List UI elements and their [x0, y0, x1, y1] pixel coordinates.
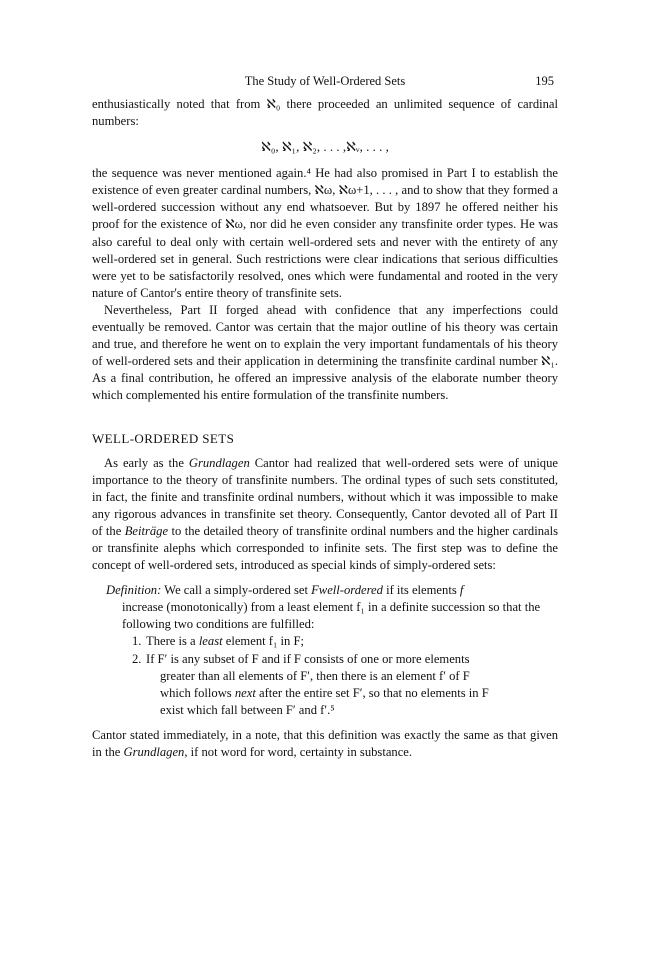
aleph-sequence: ℵ₀, ℵ₁, ℵ₂, . . . ,ℵᵥ, . . . , [261, 139, 389, 155]
italic-grundlagen-2: Grundlagen, [123, 745, 188, 759]
page [92, 74, 558, 761]
definition-label: Definition: [106, 583, 162, 598]
running-header [92, 74, 558, 96]
paragraph-5: Cantor stated immediately, in a note, that this definition was exactly the same as that given in the Grundlagen, if not word for word, certainty in substance. [92, 727, 558, 759]
definition-continuation: increase (monotonically) from a least element f₁ in a definite succession so that the following two conditions are fulfilled: [122, 600, 541, 632]
italic-beitrage: Beiträge [124, 523, 169, 538]
condition-2: 2. If F′ is any subset of F and if F consists of one or more elements greater than all elements of F′, then there is an element f′ of F which follows next after the entire set F′, so that no elements in F exist which fall between F′ and f′.⁵ [132, 651, 489, 717]
definition-block [106, 582, 558, 719]
definition-lead: Definition: We call a simply-ordered set Fwell-ordered if its elements f [106, 583, 464, 598]
running-title: The Study of Well-Ordered Sets [244, 74, 406, 88]
italic-grundlagen: Grundlagen [188, 455, 250, 470]
page-number: 195 [535, 74, 554, 88]
definition-term: well-ordered [318, 583, 383, 598]
paragraph-1: enthusiastically noted that from ℵ₀ there proceeded an unlimited sequence of cardinal numbers: [92, 97, 558, 129]
paragraph-4: As early as the Grundlagen Cantor had realized that well-ordered sets were of unique importance to the theory of transfinite numbers. The ordinal types of such sets constituted, in fact, the finite and transfinite ordinal numbers, without which it was impossible to make any rigorous advances in transfinite set theory. Consequently, Cantor devoted all of Part II of the Beiträge to the detailed theory of transfinite ordinal numbers and the higher cardinals or transfinite alephs which corresponded to infinite sets. The first step was to define the concept of well-ordered sets, introduced as special kinds of simply-ordered sets: [92, 455, 558, 573]
section-heading: WELL-ORDERED SETS [92, 430, 235, 446]
condition-1: 1. There is a least element f₁ in F; [132, 634, 304, 649]
paragraph-2: the sequence was never mentioned again.⁴ He had also promised in Part I to establish the existence of even greater cardinal numbers, ℵω, ℵω+1, . . . , and to show that they formed a well-ordered succession without any end whatsoever. But by 1897 he offered neither his proof for the existence of ℵω, nor did he even consider any transfinite order types. He was also careful to deal only with certain well-ordered sets and never with the entirety of any well-ordered set in general. Such restrictions were clear indications that serious difficulties were yet to be satisfactorily resolved, ones which were fundamental and rooted in the very nature of Cantor's entire theory of transfinite sets. [92, 166, 558, 300]
paragraph-3: Nevertheless, Part II forged ahead with confidence that any imperfections could eventually be removed. Cantor was certain that the major outline of his theory was certain and true, and therefore he went on to explain the very important fundamentals of his theory of well-ordered sets and their application in determining the transfinite cardinal number ℵ₁. As a final contribution, he offered an impressive analysis of the elaborate number theory which complemented his entire formulation of the transfinite numbers. [92, 302, 558, 403]
